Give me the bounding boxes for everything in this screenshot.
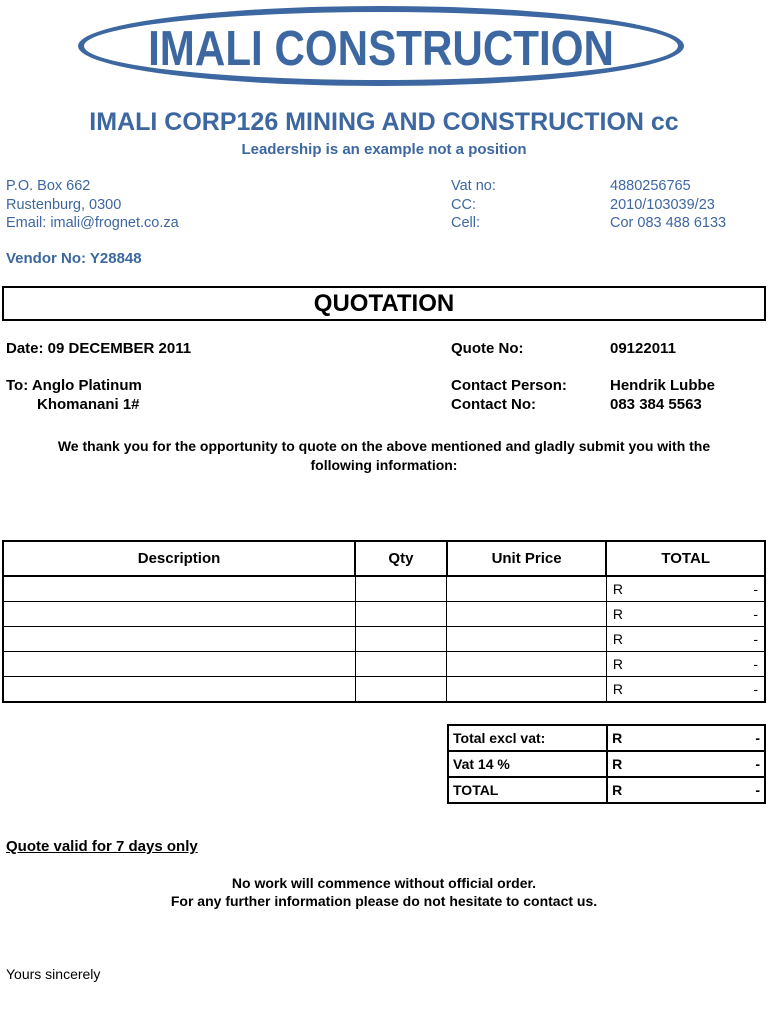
intro-line: following information: xyxy=(310,457,458,473)
unit-price-cell xyxy=(447,627,607,652)
currency-symbol: R xyxy=(612,581,623,597)
total-cell xyxy=(606,627,765,652)
table-row xyxy=(3,652,765,677)
quote-no-label: Quote No: xyxy=(451,340,524,357)
currency-symbol: R xyxy=(612,606,623,622)
totals-value-cell xyxy=(607,751,765,777)
currency-symbol: R xyxy=(612,656,623,672)
total-value: - xyxy=(753,581,758,597)
total-cell xyxy=(606,602,765,627)
description-cell xyxy=(3,627,355,652)
contact-person-label: Contact Person: xyxy=(451,377,567,394)
currency-symbol: R xyxy=(612,782,623,798)
qty-cell xyxy=(355,602,447,627)
intro-text xyxy=(0,437,768,475)
currency-symbol: R xyxy=(612,631,623,647)
total-cell xyxy=(606,677,765,703)
totals-value-cell xyxy=(607,777,765,803)
address-block xyxy=(6,177,179,233)
cc-number: 2010/103039/23 xyxy=(610,196,715,213)
unit-price-cell xyxy=(447,677,607,703)
cell-label: Cell: xyxy=(451,215,481,231)
qty-cell xyxy=(355,677,447,703)
qty-cell xyxy=(355,627,447,652)
currency-symbol: R xyxy=(612,730,623,746)
totals-label: Vat 14 % xyxy=(448,751,607,777)
column-header-total: TOTAL xyxy=(606,541,765,576)
totals-label: TOTAL xyxy=(448,777,607,803)
description-cell xyxy=(3,602,355,627)
recipient-name: To: Anglo Platinum xyxy=(6,377,142,394)
totals-row-excl-vat xyxy=(448,725,765,751)
recipient-block xyxy=(6,377,142,414)
totals-value: - xyxy=(755,730,760,746)
total-value: - xyxy=(753,656,758,672)
total-value: - xyxy=(753,631,758,647)
validity-note: Quote valid for 7 days only xyxy=(6,838,198,855)
total-value: - xyxy=(753,681,758,697)
closing-text: Yours sincerely xyxy=(6,966,101,982)
qty-cell xyxy=(355,576,447,602)
table-row xyxy=(3,677,765,703)
vat-number: 4880256765 xyxy=(610,178,691,194)
email-line: Email: imali@frognet.co.za xyxy=(6,215,179,231)
total-cell xyxy=(606,576,765,602)
table-row xyxy=(3,602,765,627)
table-row xyxy=(3,627,765,652)
contact-person: Hendrik Lubbe xyxy=(610,377,716,394)
total-value: - xyxy=(753,606,758,622)
cell-number: Cor 083 488 6133 xyxy=(610,215,727,231)
column-header-qty: Qty xyxy=(355,541,447,576)
column-header-unit-price: Unit Price xyxy=(447,541,607,576)
quote-date: Date: 09 DECEMBER 2011 xyxy=(6,340,192,357)
description-cell xyxy=(3,677,355,703)
address-line: P.O. Box 662 xyxy=(6,178,91,194)
column-header-description: Description xyxy=(3,541,355,576)
registration-labels xyxy=(451,177,496,233)
description-cell xyxy=(3,576,355,602)
recipient-site: Khomanani 1# xyxy=(37,395,140,413)
contact-labels xyxy=(451,377,567,414)
currency-symbol: R xyxy=(612,681,623,697)
document-title: QUOTATION xyxy=(2,286,766,321)
unit-price-cell xyxy=(447,652,607,677)
totals-label: Total excl vat: xyxy=(448,725,607,751)
registration-values xyxy=(610,177,726,233)
notice-line: No work will commence without official order. xyxy=(231,875,537,891)
totals-value-cell xyxy=(607,725,765,751)
quote-no: 09122011 xyxy=(610,340,676,357)
notice-line: For any further information please do not hesitate to contact us. xyxy=(170,893,598,909)
totals-value: - xyxy=(755,756,760,772)
contact-values xyxy=(610,377,715,414)
intro-line: We thank you for the opportunity to quote on the above mentioned and gladly submit you with the xyxy=(57,438,711,454)
total-cell xyxy=(606,652,765,677)
totals-value: - xyxy=(755,782,760,798)
company-name: IMALI CORP126 MINING AND CONSTRUCTION cc xyxy=(89,108,679,136)
contact-no-label: Contact No: xyxy=(451,395,536,413)
totals-table xyxy=(447,724,766,804)
items-table xyxy=(2,540,766,703)
totals-row-vat xyxy=(448,751,765,777)
vendor-number: Vendor No: Y28848 xyxy=(6,250,142,267)
vat-label: Vat no: xyxy=(451,178,496,194)
unit-price-cell xyxy=(447,602,607,627)
table-row xyxy=(3,576,765,602)
contact-number: 083 384 5563 xyxy=(610,395,702,413)
currency-symbol: R xyxy=(612,756,623,772)
address-line: Rustenburg, 0300 xyxy=(6,196,122,213)
unit-price-cell xyxy=(447,576,607,602)
company-tagline: Leadership is an example not a position xyxy=(241,141,527,158)
company-logo: IMALI CONSTRUCTION xyxy=(148,22,614,76)
order-notice xyxy=(0,874,768,910)
totals-row-total xyxy=(448,777,765,803)
description-cell xyxy=(3,652,355,677)
cc-label: CC: xyxy=(451,196,476,213)
table-header-row xyxy=(3,541,765,576)
qty-cell xyxy=(355,652,447,677)
